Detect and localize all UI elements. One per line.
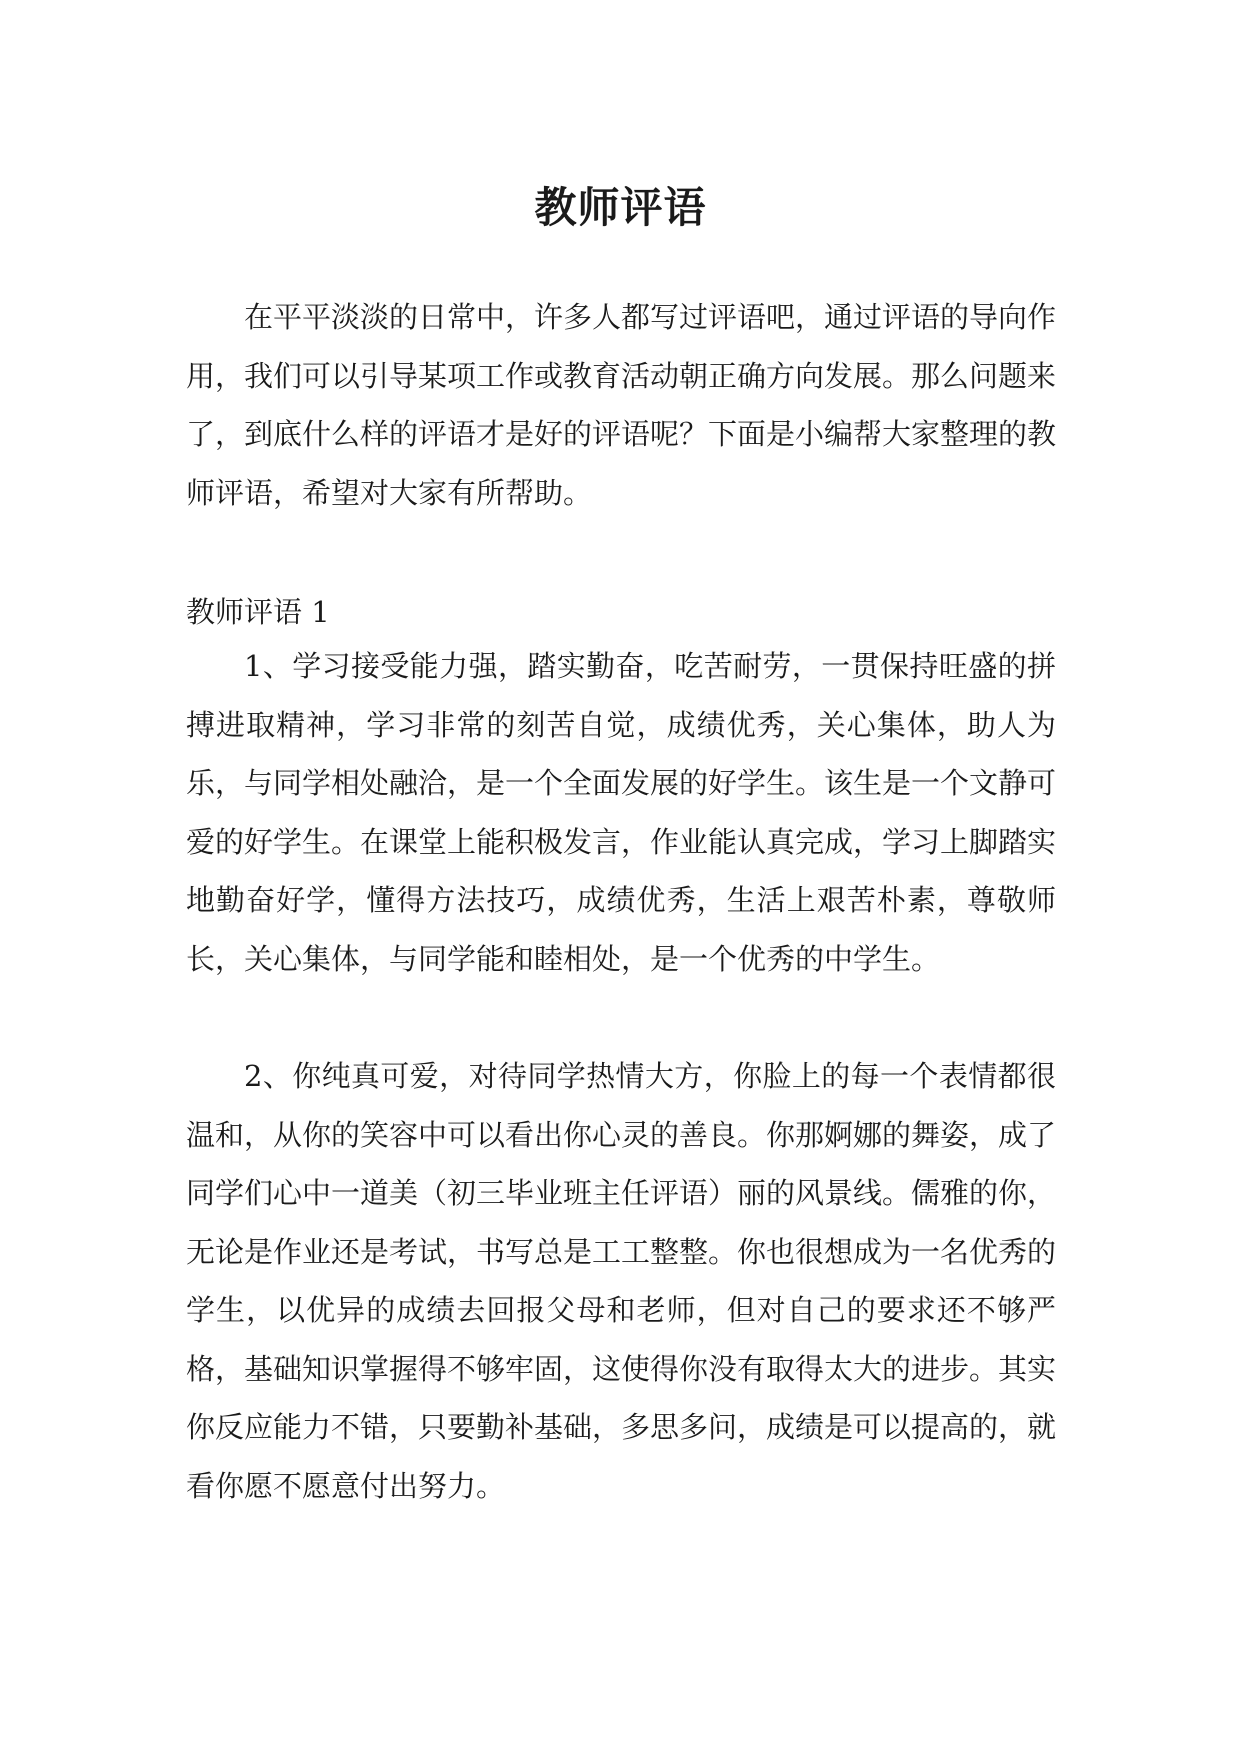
section-heading: 教师评语 1 xyxy=(186,595,330,629)
comment-paragraph-2: 2、你纯真可爱，对待同学热情大方，你脸上的每一个表情都很温和，从你的笑容中可以看出你心灵的善良。你那婀娜的舞姿，成了同学们心中一道美（初三毕业班主任评语）丽的风景线。儒雅的你，无论是作业还是考试，书写总是工工整整。你也很想成为一名优秀的学生，以优异的成绩去回报父母和老师，但对自己的要求还不够严格，基础知识掌握得不够牢固，这使得你没有取得太大的进步。其实你反应能力不错，只要勤补基础，多思多问，成绩是可以提高的，就看你愿不愿意付出努力。 xyxy=(186,1059,1057,1503)
document-title: 教师评语 xyxy=(534,183,707,233)
comment-paragraph-1: 1、学习接受能力强，踏实勤奋，吃苦耐劳，一贯保持旺盛的拼搏进取精神，学习非常的刻苦自觉，成绩优秀，关心集体，助人为乐，与同学相处融洽，是一个全面发展的好学生。该生是一个文静可爱的好学生。在课堂上能积极发言，作业能认真完成，学习上脚踏实地勤奋好学，懂得方法技巧，成绩优秀，生活上艰苦朴素，尊敬师长，关心集体，与同学能和睦相处，是一个优秀的中学生。 xyxy=(186,649,1057,976)
intro-paragraph: 在平平淡淡的日常中，许多人都写过评语吧，通过评语的导向作用，我们可以引导某项工作或教育活动朝正确方向发展。那么问题来了，到底什么样的评语才是好的评语呢？下面是小编帮大家整理的教师评语，希望对大家有所帮助。 xyxy=(186,300,1057,510)
